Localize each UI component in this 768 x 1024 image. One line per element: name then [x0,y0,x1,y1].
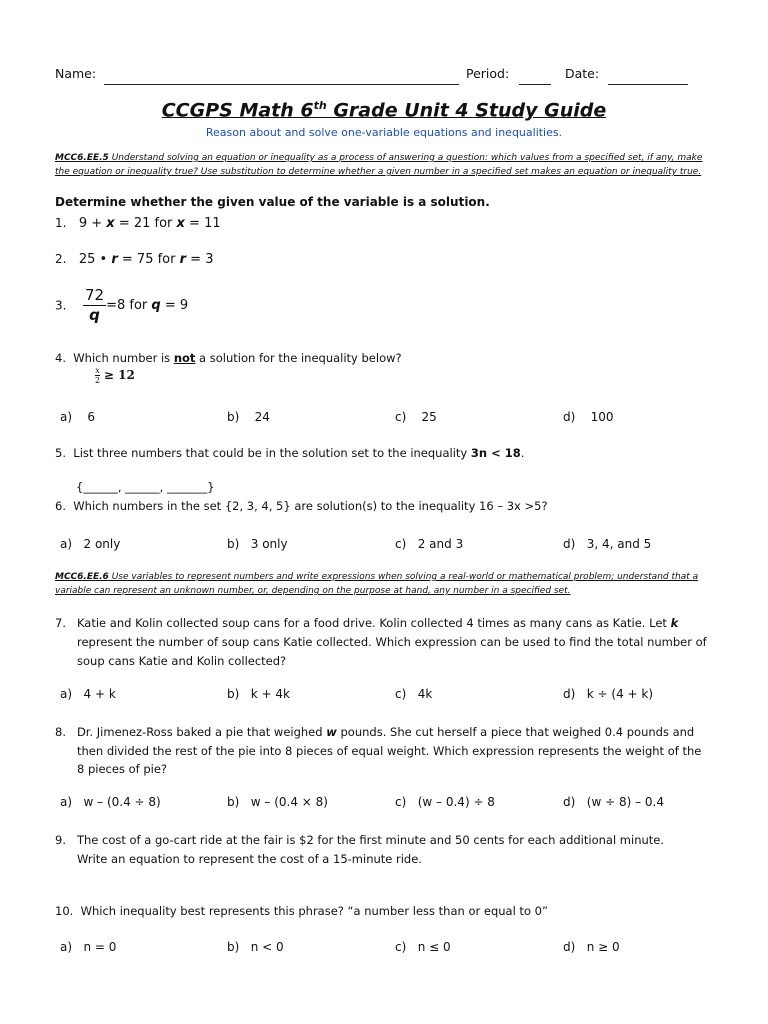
question-2: 2. 25 • r = 75 for r = 3 [55,252,214,267]
q4-option-d[interactable]: d) 100 [563,410,614,424]
question-8: 8. Dr. Jimenez-Ross baked a pie that weighed w pounds. She cut herself a piece that weighed 0.4 pounds and then divided the rest of the pie into 8 pieces of equal weight. Which expression represents the weight of the 8 pieces of pie? [55,725,702,776]
q7-option-b[interactable]: b) k + 4k [227,687,290,701]
q4-option-c[interactable]: c) 25 [395,410,437,424]
q8-option-c[interactable]: c) (w – 0.4) ÷ 8 [395,795,495,809]
q5-answer-set[interactable]: {______, ______, _______} [76,480,215,494]
fraction-72-over-q: $\frac{72}{q}$ [84,286,105,324]
question-5: 5. List three numbers that could be in the solution set to the inequality 3n < 18. [55,446,525,460]
date-label: Date: [565,66,600,81]
inequality-x-over-2: $\frac{x}{2}$ ≥ 12 [95,366,135,385]
q10-option-d[interactable]: d) n ≥ 0 [563,940,620,954]
period-field[interactable] [519,84,551,85]
q6-option-c[interactable]: c) 2 and 3 [395,537,464,551]
page-title: CCGPS Math 6th Grade Unit 4 Study Guide [161,99,607,122]
q8-option-d[interactable]: d) (w ÷ 8) – 0.4 [563,795,664,809]
question-1: 1. 9 + x = 21 for x = 11 [55,216,221,231]
question-10: 10. Which inequality best represents this phrase? “a number less than or equal to 0” [55,904,548,918]
question-3: 3. $\frac{72}{q}$ =8 for q = 9 [55,286,189,324]
q8-option-b[interactable]: b) w – (0.4 × 8) [227,795,328,809]
q7-option-c[interactable]: c) 4k [395,687,433,701]
period-label: Period: [466,66,510,81]
date-field[interactable] [608,84,688,85]
name-field[interactable] [104,84,459,85]
q4-option-a[interactable]: a) 6 [60,410,95,424]
q10-option-a[interactable]: a) n = 0 [60,940,117,954]
standard-mcc6-ee-6: MCC6.EE.6 Use variables to represent numbers and write expressions when solving a real-world or mathematical problem; understand that a variable can represent an unknown number, or, depending on the purpose at hand, any number in a specified set. [55,572,699,596]
question-7: 7. Katie and Kolin collected soup cans for a food drive. Kolin collected 4 times as many cans as Katie. Let k represent the number of soup cans Katie collected. Which expression can be used to find the total number of soup cans Katie and Kolin collected? [55,616,707,668]
q10-option-c[interactable]: c) n ≤ 0 [395,940,451,954]
q6-option-d[interactable]: d) 3, 4, and 5 [563,537,652,551]
standard-mcc6-ee-5: MCC6.EE.5 Understand solving an equation or inequality as a process of answering a question: which values from a specified set, if any, make the equation or inequality true? Use substitution to determine whether a given number in a specified set makes an equation or inequality true. [55,153,703,177]
q6-option-b[interactable]: b) 3 only [227,537,288,551]
q4-option-b[interactable]: b) 24 [227,410,270,424]
name-label: Name: [55,66,97,81]
question-9: 9. The cost of a go-cart ride at the fair is $2 for the first minute and 50 cents for each additional minute. Write an equation to represent the cost of a 15-minute ride. [55,833,665,866]
q7-option-a[interactable]: a) 4 + k [60,687,116,701]
q6-option-a[interactable]: a) 2 only [60,537,121,551]
q10-option-b[interactable]: b) n < 0 [227,940,284,954]
q7-option-d[interactable]: d) k ÷ (4 + k) [563,687,654,701]
section-heading: Determine whether the given value of the variable is a solution. [55,195,490,209]
question-6: 6. Which numbers in the set {2, 3, 4, 5} are solution(s) to the inequality 16 – 3x >5? [55,499,548,513]
question-4: 4. Which number is not a solution for the inequality below? [55,351,402,365]
q8-option-a[interactable]: a) w – (0.4 ÷ 8) [60,795,161,809]
page-subtitle: Reason about and solve one-variable equations and inequalities. [205,126,563,139]
